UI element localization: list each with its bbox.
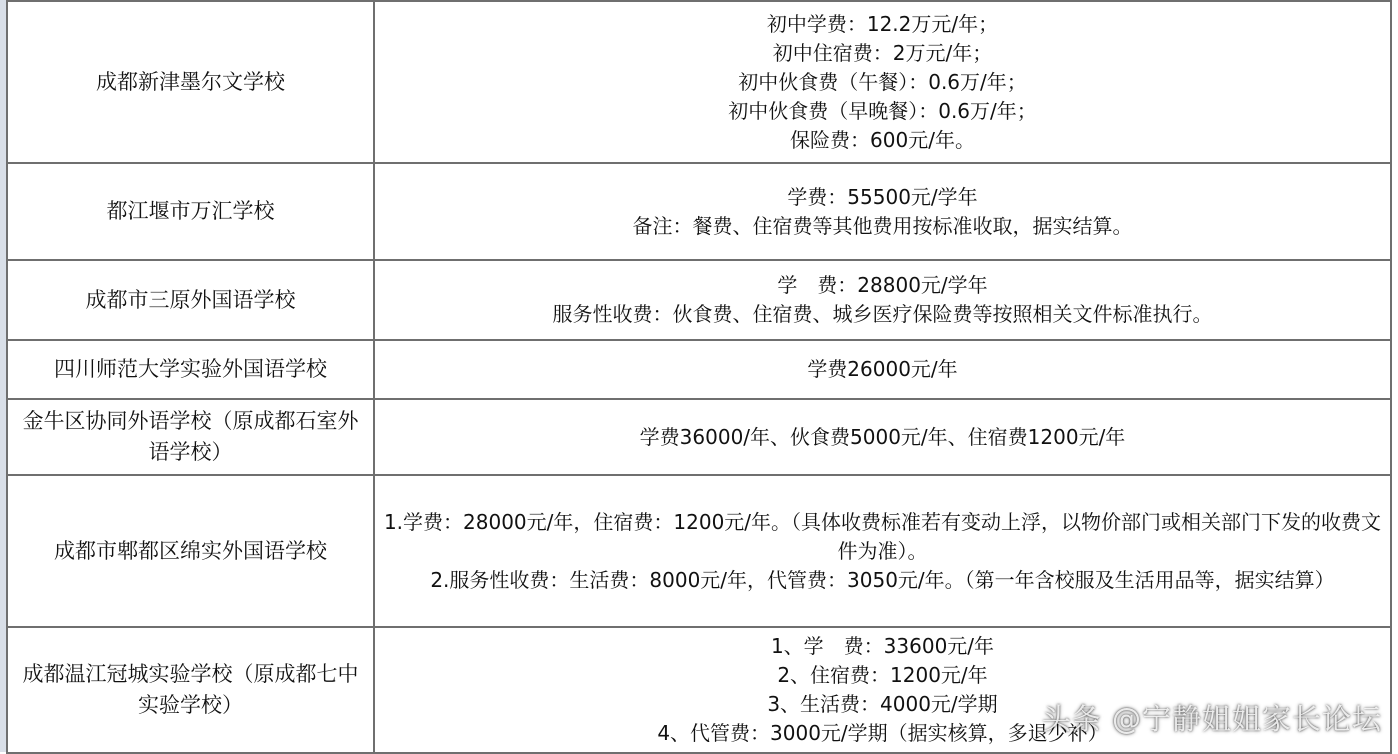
school-name: 金牛区协同外语学校（原成都石室外语学校） [22, 409, 359, 464]
table-row [7, 399, 1391, 475]
school-fee-table [6, 0, 1392, 754]
school-name: 都江堰市万汇学校 [106, 199, 275, 223]
fee-detail-cell [374, 399, 1391, 475]
fee-line: 初中伙食费（早晚餐）：0.6万/年； [728, 98, 1037, 123]
fee-line: 保险费：600元/年。 [790, 127, 975, 152]
fee-detail-cell [374, 260, 1391, 340]
school-name: 四川师范大学实验外国语学校 [54, 357, 327, 381]
school-name-cell [7, 1, 374, 163]
table-row [7, 260, 1391, 340]
table-row [7, 475, 1391, 627]
fee-line: 初中伙食费（午餐）：0.6万/年； [738, 69, 1027, 94]
table-row [7, 1, 1391, 163]
table-row [7, 340, 1391, 399]
fee-detail-cell [374, 340, 1391, 399]
fee-detail-cell [374, 1, 1391, 163]
fee-detail-cell [374, 475, 1391, 627]
school-name-cell [7, 627, 374, 753]
school-name-cell [7, 399, 374, 475]
school-name: 成都市郫都区绵实外国语学校 [54, 538, 327, 563]
fee-line: 初中住宿费：2万元/年； [772, 40, 993, 65]
fee-line: 学费36000/年、伙食费5000元/年、住宿费1200元/年 [639, 424, 1126, 449]
fee-line: 服务性收费：伙食费、住宿费、城乡医疗保险费等按照相关文件标准执行。 [552, 302, 1213, 326]
fee-line: 学 费：28800元/学年 [777, 273, 988, 297]
school-name-cell [7, 163, 374, 260]
fee-line: 4、代管费：3000元/学期（据实核算，多退少补） [657, 721, 1108, 745]
fee-line: 备注：餐费、住宿费等其他费用按标准收取，据实结算。 [632, 213, 1133, 238]
table-row [7, 163, 1391, 260]
fee-line: 3、生活费：4000元/学期 [767, 692, 998, 716]
fee-line: 1.学费：28000元/年，住宿费：1200元/年。（具体收费标准若有变动上浮，以物价部门或相关部门下发的收费文件为准）。 [383, 509, 1382, 563]
school-name: 成都市三原外国语学校 [85, 287, 296, 312]
school-name-cell [7, 260, 374, 340]
school-name-cell [7, 340, 374, 399]
fee-line: 2、住宿费：1200元/年 [777, 663, 988, 687]
fee-detail-cell [374, 163, 1391, 260]
fee-line: 初中学费：12.2万元/年； [766, 11, 999, 36]
school-name: 成都新津墨尔文学校 [96, 69, 285, 94]
fee-line: 学费：55500元/学年 [787, 184, 978, 209]
fee-line: 学费26000元/年 [807, 357, 958, 381]
school-name-cell [7, 475, 374, 627]
source-watermark: 头条 @宁静姐姐家长论坛 [1041, 702, 1382, 736]
fee-line: 1、学 费：33600元/年 [770, 634, 995, 658]
fee-line: 2.服务性收费：生活费：8000元/年，代管费：3050元/年。（第一年含校服及生活用品等，据实结算） [430, 567, 1335, 592]
school-name: 成都温江冠城实验学校（原成都七中实验学校） [22, 662, 359, 717]
